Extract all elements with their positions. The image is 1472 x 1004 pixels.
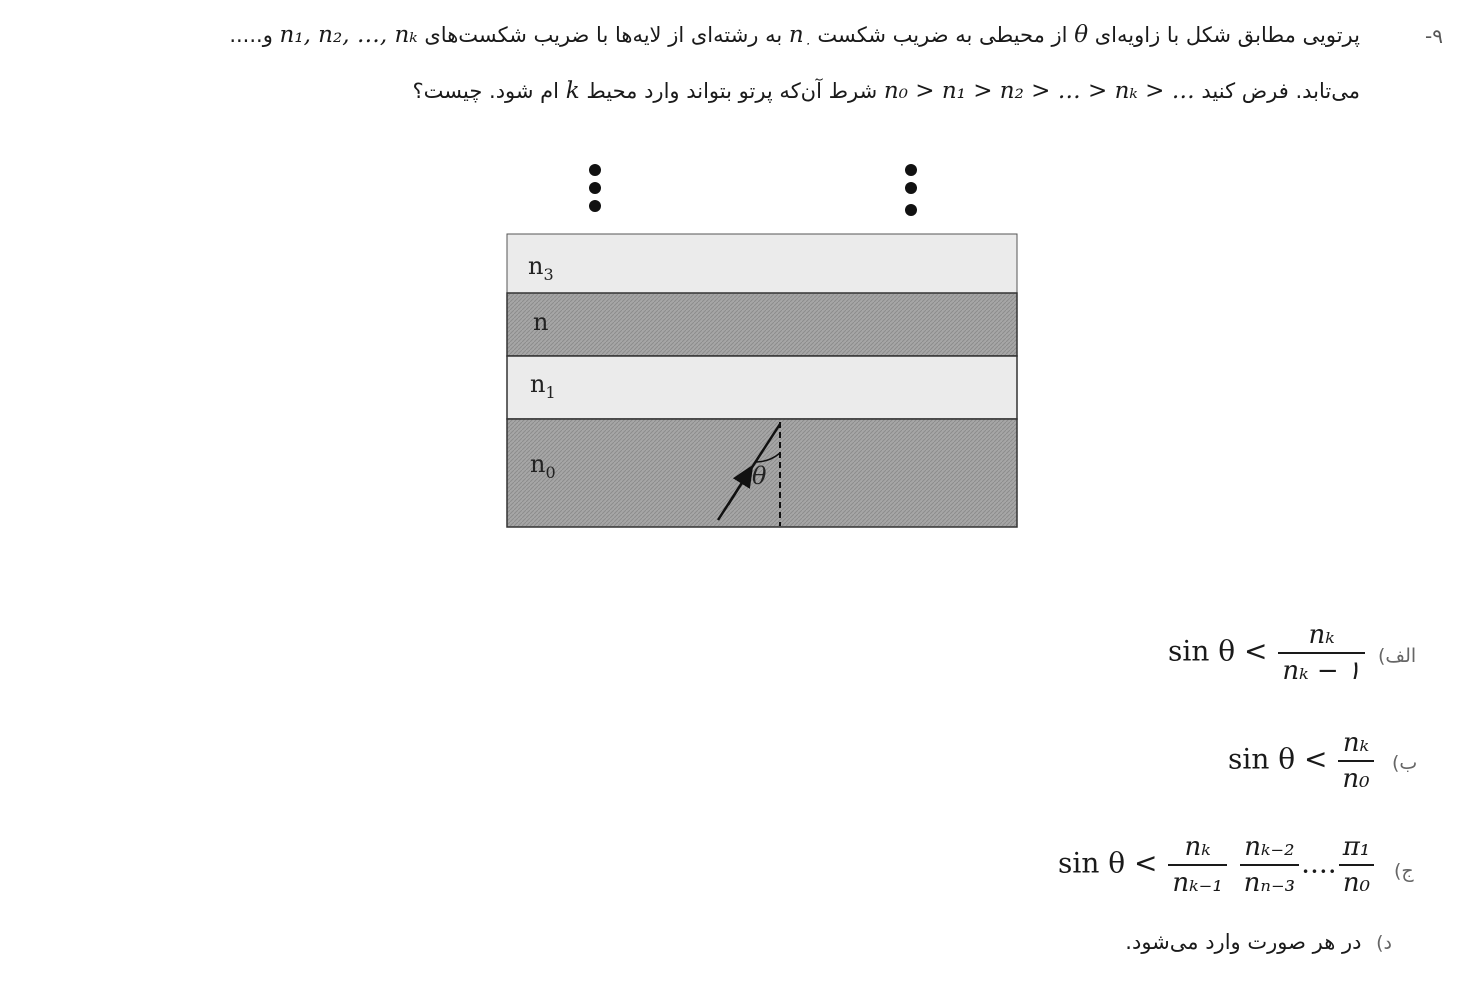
dots-right	[905, 164, 917, 216]
label-n3: $n_3$	[528, 252, 554, 284]
denominator: nₙ₋₃	[1243, 868, 1296, 898]
question-line-1	[229, 22, 1360, 52]
inequality: n₀ > n₁ > n₂ > … > nₖ > …	[883, 78, 1195, 104]
formula-lhs: sin θ <	[1228, 742, 1328, 776]
layer-n1	[507, 356, 1017, 419]
option-d-text: در هر صورت وارد می‌شود.	[1125, 930, 1362, 954]
formula-lhs: sin θ <	[1168, 634, 1268, 668]
numerator: nₖ	[1338, 726, 1373, 762]
dots-left	[589, 164, 601, 212]
question-line-2	[413, 78, 1360, 104]
layer-n3	[507, 234, 1017, 293]
fraction-3	[1339, 830, 1375, 900]
fraction-2	[1240, 830, 1299, 900]
label-n1: $n_1$	[530, 370, 556, 402]
label-n: n	[533, 308, 549, 336]
denominator: nₖ − ۱	[1282, 656, 1361, 686]
option-a-formula	[1168, 618, 1367, 688]
question-text: می‌تابد. فرض کنید	[1201, 79, 1360, 103]
theta-symbol: θ	[1074, 22, 1089, 48]
numerator: nₖ₋₂	[1240, 830, 1299, 866]
question-text: به رشته‌ای از لایه‌ها با ضریب شکست‌های	[424, 23, 783, 47]
option-c-formula	[1058, 830, 1376, 900]
numerator: nₖ	[1168, 830, 1226, 866]
option-b-label: ب)	[1392, 752, 1418, 774]
option-b-formula	[1228, 726, 1376, 796]
label-n0: $n_0$	[530, 450, 556, 482]
option-a-label: الف)	[1378, 645, 1417, 667]
ellipsis: ....	[1301, 846, 1337, 880]
angle-label: θ	[752, 462, 767, 490]
denominator: n₀	[1342, 868, 1371, 898]
denominator: nₖ₋₁	[1172, 868, 1223, 898]
fraction	[1278, 618, 1365, 688]
numerator: π₁	[1339, 830, 1375, 866]
question-text: شرط آن‌که پرتو بتواند وارد محیط	[586, 79, 878, 103]
formula-lhs: sin θ <	[1058, 846, 1158, 880]
layers-figure	[490, 150, 1030, 540]
fraction	[1338, 726, 1373, 796]
option-d-label: د)	[1376, 932, 1392, 954]
question-text: پرتویی مطابق شکل با زاویه‌ای	[1094, 23, 1360, 47]
question-text: و.....	[229, 23, 273, 47]
option-c-label: ج)	[1394, 860, 1414, 882]
denominator: n₀	[1342, 764, 1370, 794]
question-text: از محیطی به ضریب شکست	[817, 23, 1068, 47]
question-text: ام شود. چیست؟	[412, 79, 560, 103]
layer-n	[507, 293, 1017, 356]
k-symbol: k	[565, 78, 580, 104]
fraction-1	[1168, 830, 1226, 900]
n0-symbol: $n_۰$	[788, 22, 811, 52]
index-list: n₁, n₂, …, nₖ	[279, 22, 418, 48]
question-number: -۹	[1425, 24, 1443, 48]
option-d	[1125, 930, 1392, 954]
numerator: nₖ	[1278, 618, 1365, 654]
